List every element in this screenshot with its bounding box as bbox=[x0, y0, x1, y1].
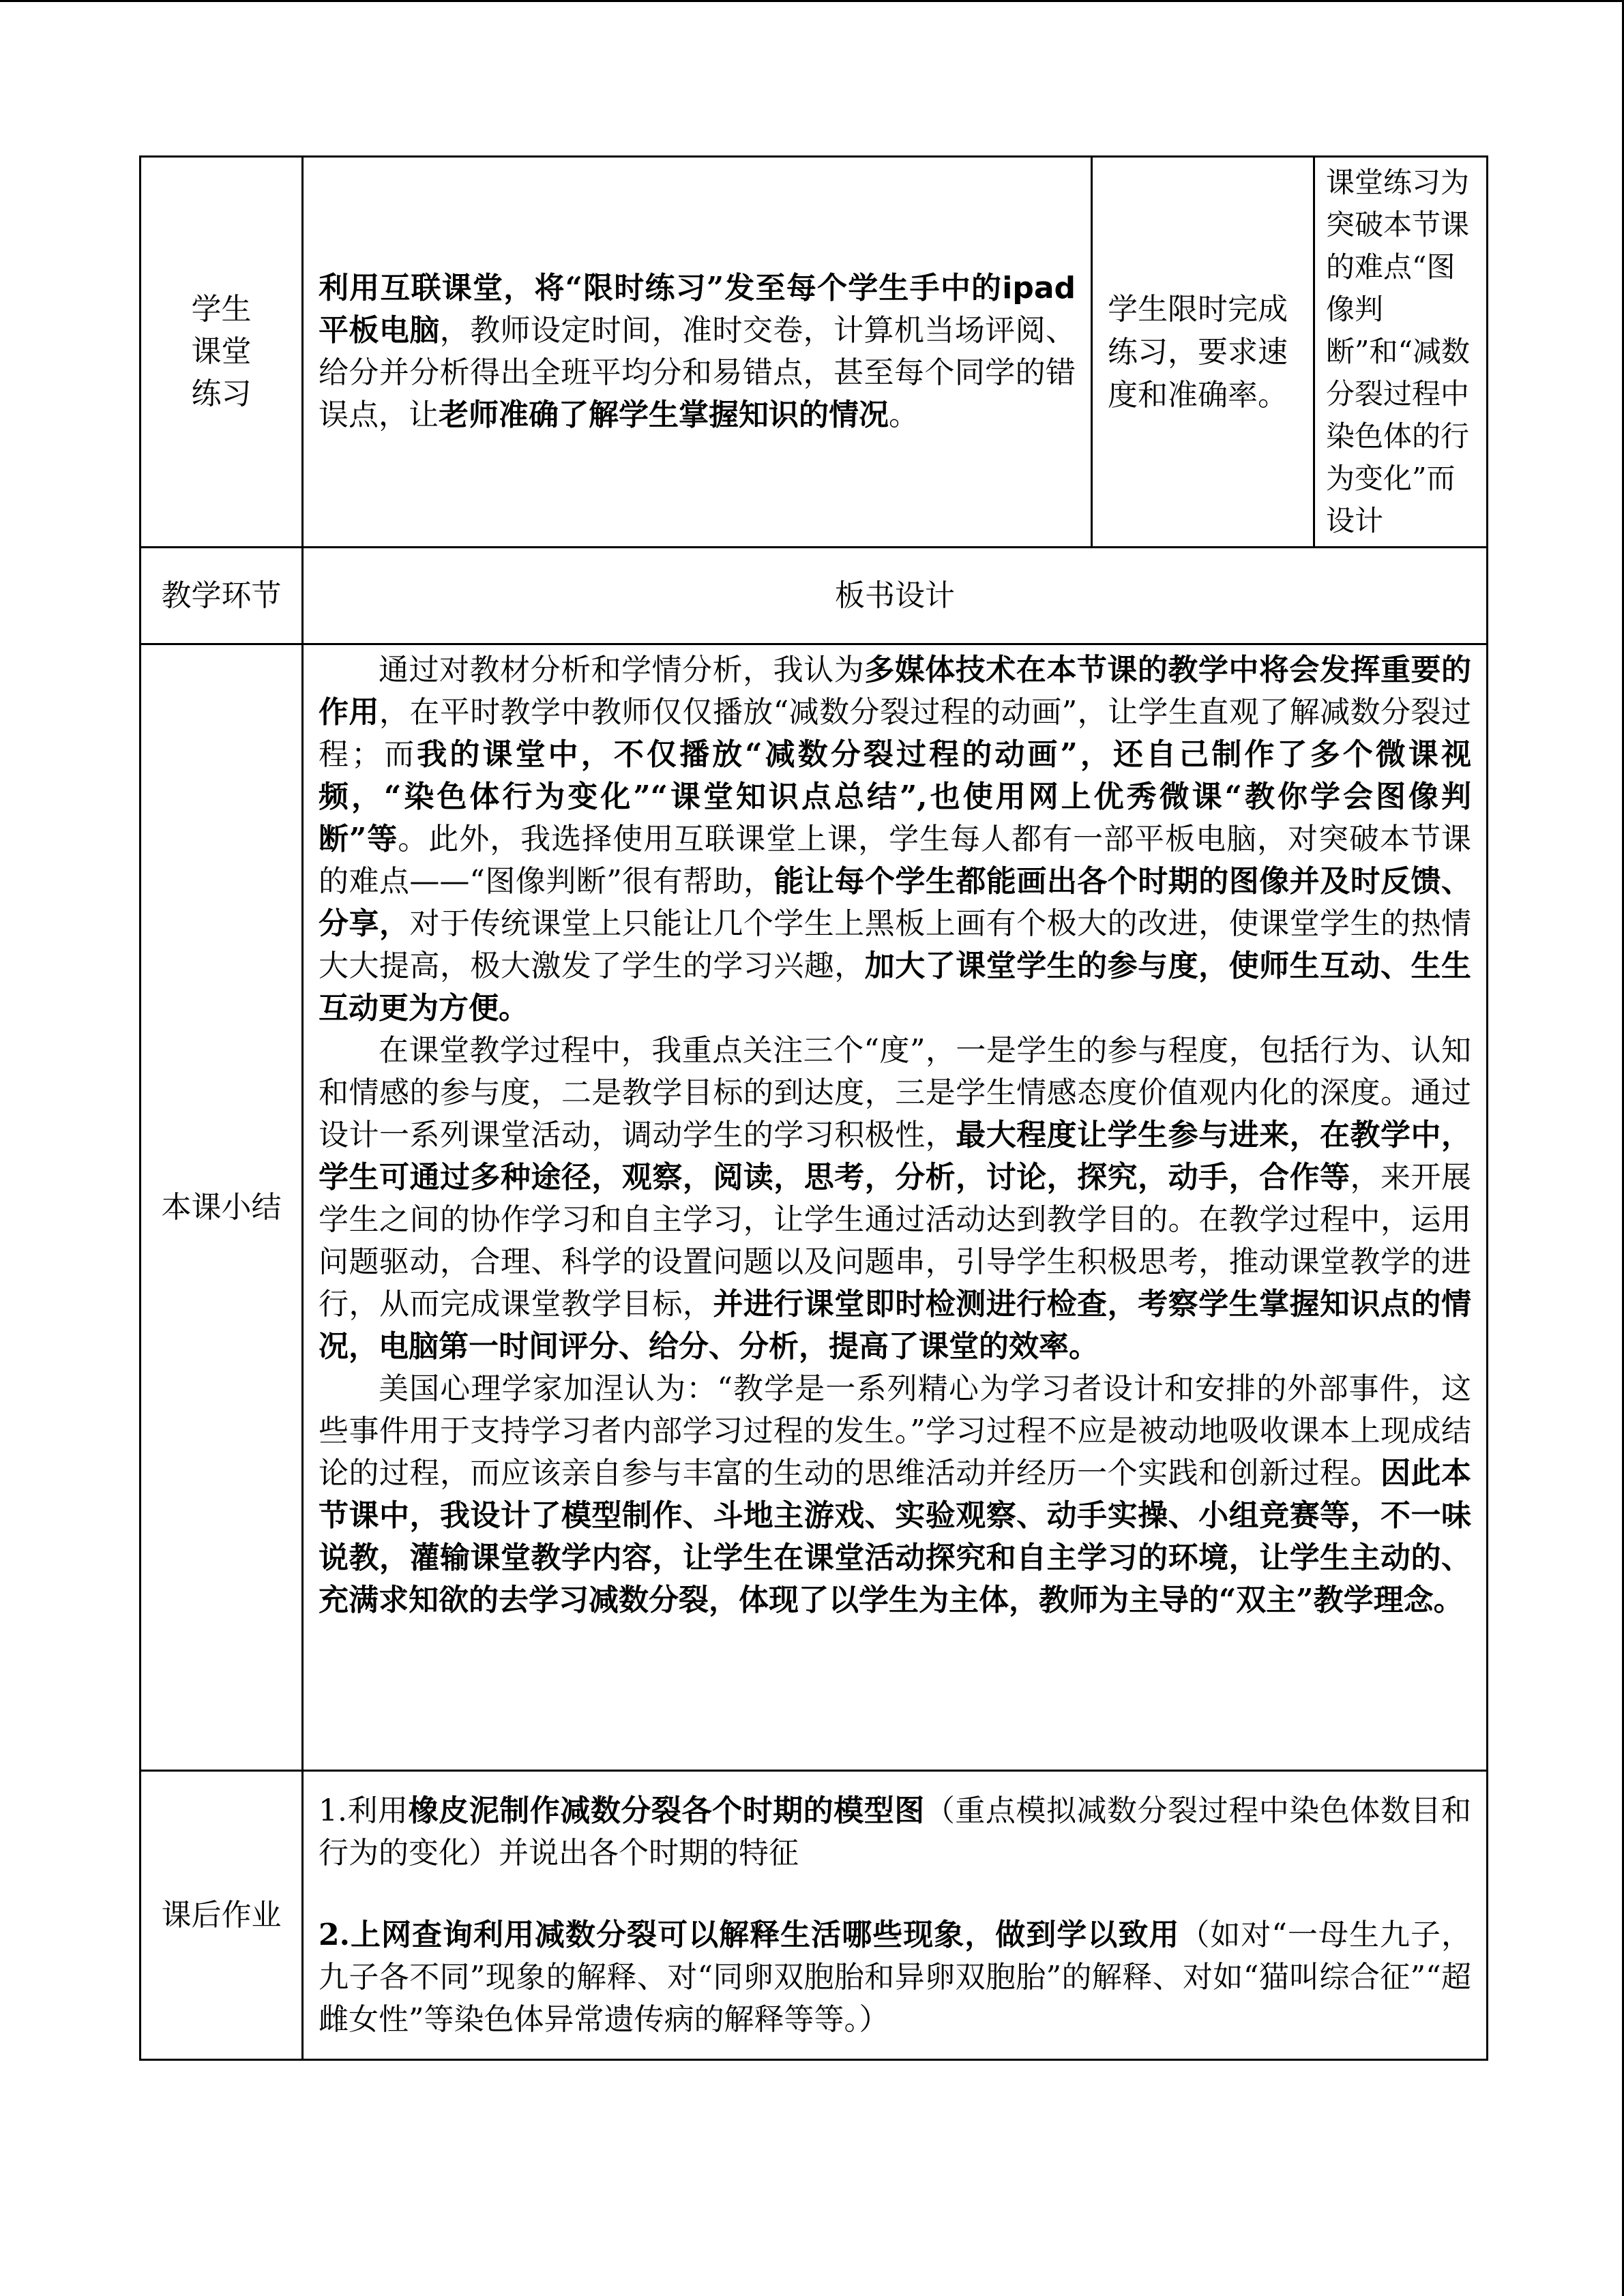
homework-label-text: 课后作业 bbox=[161, 1897, 282, 1933]
text-run: 利用互联课堂，将“限时练习”发至每个学生手中的 bbox=[319, 271, 1003, 305]
practice-label bbox=[141, 157, 303, 548]
practice-content-text bbox=[319, 267, 1076, 436]
practice-row bbox=[141, 157, 1488, 548]
design-intent-text: 课堂练习为突破本节课的难点“图像判断”和“减数分裂过程中染色体的行为变化”而设计 bbox=[1326, 166, 1470, 537]
practice-label-text: 学生 课堂 练习 bbox=[191, 292, 252, 411]
text-run: ，教师设定时间，准时交卷，计算机当场评阅、给分并分析得出全班平均分和易错点，甚至每个同学的错误点，让 bbox=[319, 313, 1076, 432]
text-run: ，来开展学生之间的协作学习和自主学习，让学生通过活动达到教学目的。在教学过程中，运用问题驱动，合理、科学的设置问题以及问题串，引导学生积极思考，推动课堂教学的进行，从而完成课堂教学目标， bbox=[319, 1160, 1472, 1322]
text-run: 。 bbox=[889, 398, 919, 432]
summary-label bbox=[141, 644, 303, 1771]
summary-row bbox=[141, 644, 1488, 1771]
homework-row bbox=[141, 1771, 1488, 2060]
homework-item-1 bbox=[319, 1790, 1471, 1875]
design-intent-cell bbox=[1314, 157, 1488, 548]
homework-gap bbox=[319, 1875, 1471, 1914]
text-run: 最大程度让学生参与进来，在教学中，学生可通过多种途径，观察，阅读，思考，分析，讨论，探究，动手，合作等 bbox=[319, 1118, 1472, 1195]
text-run: 多媒体技术在本节课的教学中将会发挥重要的作用 bbox=[319, 653, 1472, 730]
text-run: 美国心理学家加涅认为：“教学是一系列精心为学习者设计和安排的外部事件，这些事件用于支持学习者内部学习过程的发生。”学习过程不应是被动地吸收课本上现成结论的过程，而应该亲自参与丰富的生动的思维活动并经历一个实践和创新过程。 bbox=[319, 1371, 1471, 1491]
summary-paragraphs bbox=[319, 649, 1471, 1622]
page-top-border bbox=[0, 0, 1624, 2]
text-run: 通过对教材分析和学情分析，我认为 bbox=[379, 653, 865, 687]
text-run: 1.利用 bbox=[319, 1793, 409, 1828]
student-activity-text: 学生限时完成练习，要求速度和准确率。 bbox=[1108, 291, 1288, 413]
text-run: 能让每个学生都能画出各个时期的图像并及时反馈、分享， bbox=[319, 864, 1471, 941]
student-activity-cell bbox=[1092, 157, 1314, 548]
text-run: （重点模拟减数分裂过程中染色体数目和行为的变化）并说出各个时期的特征 bbox=[319, 1793, 1472, 1870]
summary-label-text: 本课小结 bbox=[161, 1189, 282, 1225]
homework-item-2 bbox=[319, 1914, 1471, 2041]
summary-content bbox=[303, 644, 1488, 1771]
text-run: 我的课堂中，不仅播放“减数分裂过程的动画”，还自己制作了多个微课视频，“染色体行为变化”“课堂知识点总结”,也使用网上优秀微课“教你学会图像判断”等 bbox=[319, 737, 1471, 856]
text-run: ，在平时教学中教师仅仅播放“减数分裂过程的动画”，让学生直观了解减数分裂过程；而 bbox=[319, 695, 1471, 772]
text-run: 对于传统课堂上只能让几个学生上黑板上画有个极大的改进，使课堂学生的热情大大提高，极大激发了学生的学习兴趣， bbox=[319, 906, 1472, 983]
text-run: 2.上网查询利用减数分裂可以解释生活哪些现象，做到学以致用 bbox=[319, 1917, 1180, 1952]
summary-paragraph bbox=[319, 649, 1471, 1030]
board-design-title-cell bbox=[303, 548, 1488, 644]
practice-content bbox=[303, 157, 1092, 548]
board-design-title: 板书设计 bbox=[835, 578, 955, 613]
text-run: 并进行课堂即时检测进行检查，考察学生掌握知识点的情况，电脑第一时间评分、给分、分析，提高了课堂的效率。 bbox=[319, 1287, 1472, 1364]
text-run: 因此本节课中，我设计了模型制作、斗地主游戏、实验观察、动手实操、小组竞赛等，不一味说教，灌输课堂教学内容，让学生在课堂活动探究和自主学习的环境，让学生主动的、充满求知欲的去学习减数分裂，体现了以学生为主体，教师为主导的“双主”教学理念。 bbox=[319, 1456, 1472, 1617]
summary-spacer bbox=[319, 1622, 1471, 1661]
section-label-text: 教学环节 bbox=[161, 578, 282, 613]
header-row bbox=[141, 548, 1488, 644]
text-run: 加大了课堂学生的参与度，使师生互动、生生互动更为方便。 bbox=[319, 949, 1472, 1026]
summary-paragraph bbox=[319, 1368, 1471, 1622]
homework-label bbox=[141, 1771, 303, 2060]
text-run: ipad 平板电脑 bbox=[319, 271, 1076, 348]
text-run: 老师准确了解学生掌握知识的情况 bbox=[439, 398, 889, 432]
text-run: 。此外，我选择使用互联课堂上课，学生每人都有一部平板电脑，对突破本节课的难点——“图像判断”很有帮助， bbox=[319, 822, 1472, 899]
homework-content bbox=[303, 1771, 1488, 2060]
summary-paragraph bbox=[319, 1030, 1471, 1368]
lesson-plan-table bbox=[139, 155, 1488, 2061]
section-label bbox=[141, 548, 303, 644]
text-run: 在课堂教学过程中，我重点关注三个“度”，一是学生的参与程度，包括行为、认知和情感的参与度，二是教学目标的到达度，三是学生情感态度价值观内化的深度。通过设计一系列课堂活动，调动学生的学习积极性， bbox=[319, 1033, 1471, 1152]
text-run: 橡皮泥制作减数分裂各个时期的模型图 bbox=[408, 1793, 925, 1828]
text-run: （如对“一母生九子，九子各不同”现象的解释、对“同卵双胞胎和异卵双胞胎”的解释、对如“猫叫综合征”“超雌女性”等染色体异常遗传病的解释等等。） bbox=[319, 1917, 1471, 2037]
